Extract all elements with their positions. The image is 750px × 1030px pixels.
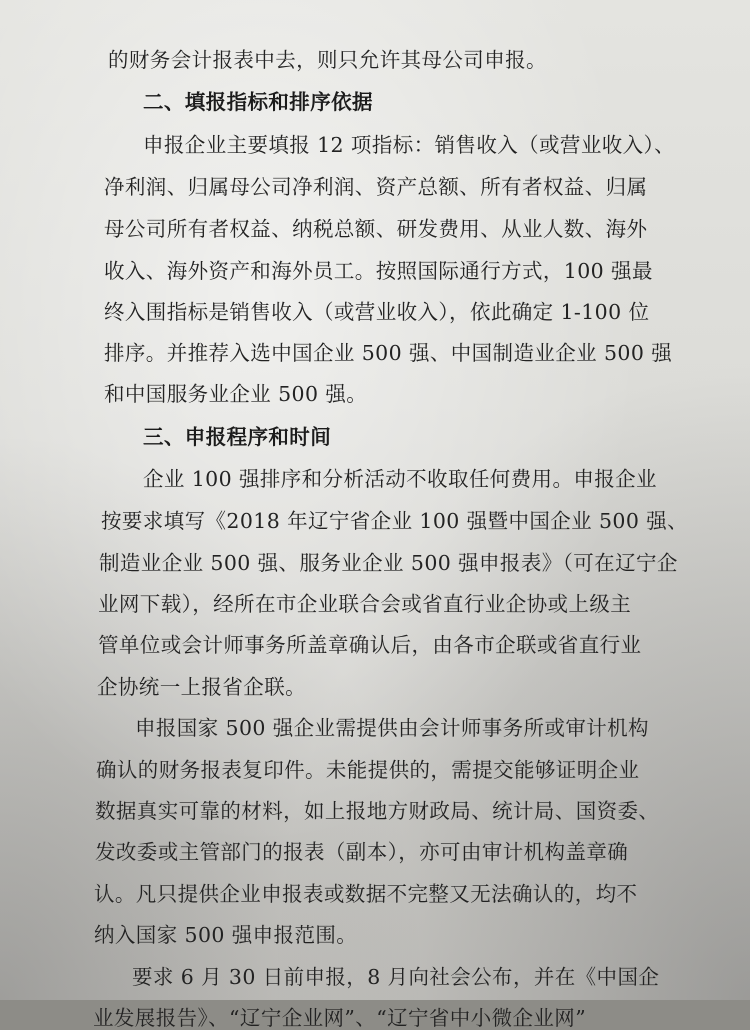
paragraph-line: 企业 100 强排序和分析活动不收取任何费用。申报企业	[143, 467, 657, 491]
paragraph-line: 申报企业主要填报 12 项指标：销售收入（或营业收入）、	[143, 133, 676, 157]
paragraph-line: 数据真实可靠的材料，如上报地方财政局、统计局、国资委、	[95, 799, 660, 823]
paragraph-line: 按要求填写《2018 年辽宁省企业 100 强暨中国企业 500 强、	[101, 509, 689, 533]
paragraph-line: 发改委或主管部门的报表（副本），亦可由审计机构盖章确	[95, 840, 629, 864]
paragraph-line: 管单位或会计师事务所盖章确认后，由各市企联或省直行业	[98, 633, 642, 657]
paragraph-line: 和中国服务业企业 500 强。	[104, 382, 368, 406]
paragraph-line: 母公司所有者权益、纳税总额、研发费用、从业人数、海外	[104, 217, 648, 241]
paragraph-line: 纳入国家 500 强申报范围。	[94, 923, 358, 947]
paragraph-line: 制造业企业 500 强、服务业企业 500 强申报表》（可在辽宁企	[99, 551, 678, 575]
paragraph-line: 企协统一上报省企联。	[97, 675, 306, 699]
section-heading: 二、填报指标和排序依据	[143, 90, 373, 114]
paragraph-line: 业发展报告》、“辽宁企业网”、“辽宁省中小微企业网”	[93, 1006, 587, 1030]
paragraph-line: 确认的财务报表复印件。未能提供的，需提交能够证明企业	[96, 758, 640, 782]
paragraph-line: 净利润、归属母公司净利润、资产总额、所有者权益、归属	[104, 175, 648, 199]
section-heading: 三、申报程序和时间	[143, 425, 332, 449]
paragraph-line: 终入围指标是销售收入（或营业收入），依此确定 1-100 位	[104, 300, 650, 324]
paragraph-line: 收入、海外资产和海外员工。按照国际通行方式，100 强最	[104, 259, 653, 283]
paragraph-line: 要求 6 月 30 日前申报，8 月向社会公布，并在《中国企	[132, 965, 660, 989]
paragraph-line: 排序。并推荐入选中国企业 500 强、中国制造业企业 500 强	[104, 341, 673, 365]
paragraph-line: 申报国家 500 强企业需提供由会计师事务所或审计机构	[135, 716, 649, 740]
paragraph-line: 的财务会计报表中去，则只允许其母公司申报。	[108, 48, 547, 72]
paragraph-line: 业网下载），经所在市企业联合会或省直行业企协或上级主	[98, 592, 632, 616]
paragraph-line: 认。凡只提供企业申报表或数据不完整又无法确认的，均不	[94, 882, 638, 906]
